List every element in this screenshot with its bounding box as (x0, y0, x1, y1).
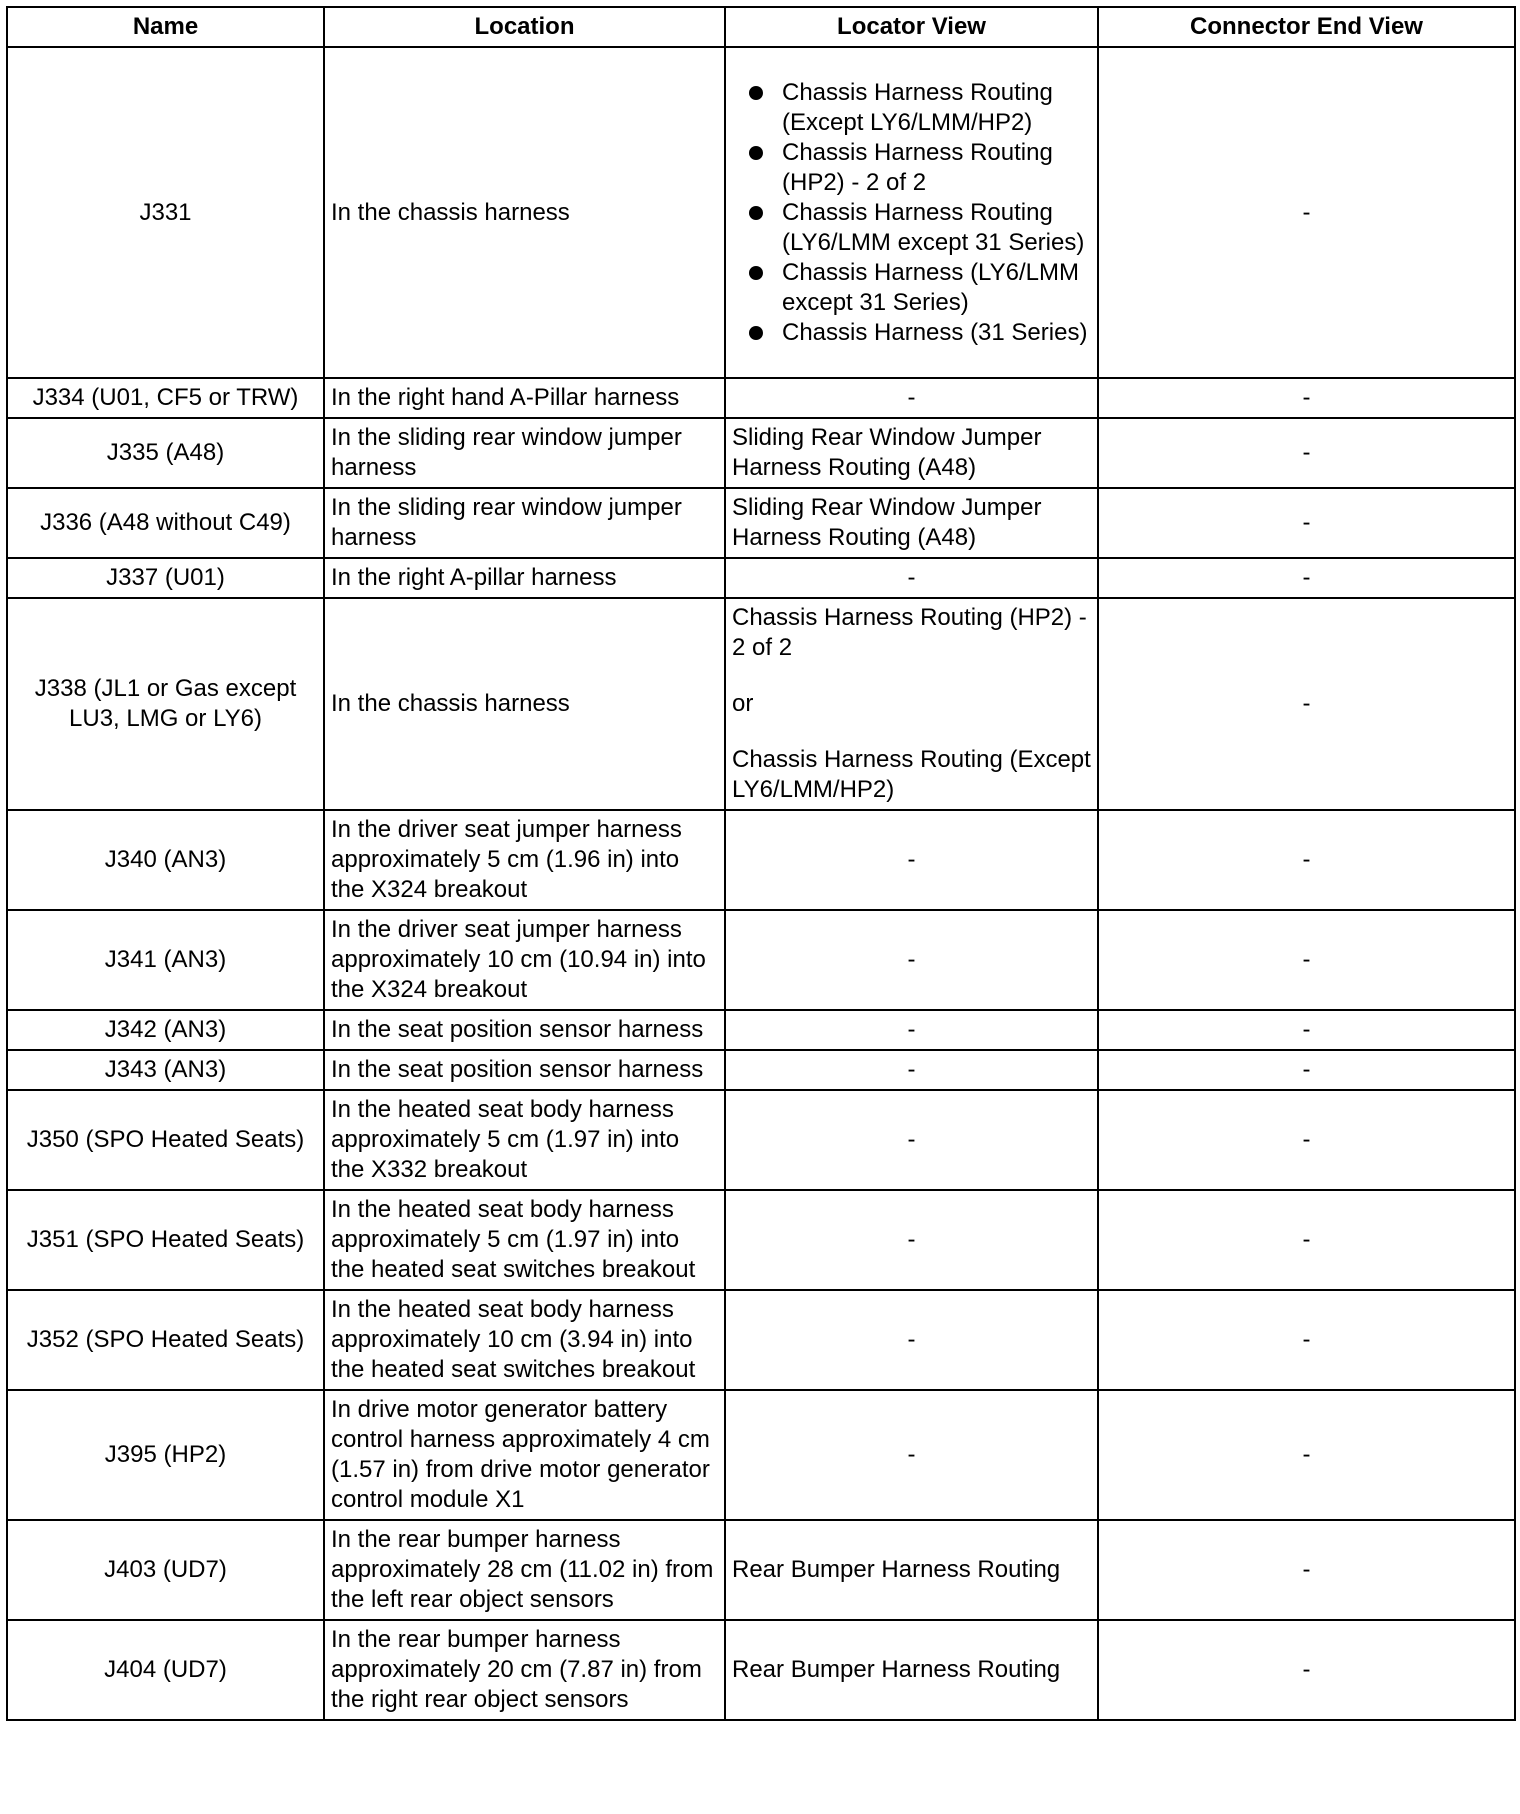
cell-connector-end-view: - (1098, 1050, 1515, 1090)
cell-connector-end-view: - (1098, 910, 1515, 1010)
table-row (7, 47, 1515, 378)
table-row (7, 910, 1515, 1010)
cell-connector-end-view: - (1098, 558, 1515, 598)
table-row (7, 378, 1515, 418)
locator-paragraph: or (732, 690, 754, 717)
cell-connector-end-view: - (1098, 378, 1515, 418)
locator-bullet-item: Chassis Harness Routing (HP2) - 2 of 2 (782, 138, 1091, 198)
cell-connector-end-view: - (1098, 1010, 1515, 1050)
cell-location: In the seat position sensor harness (324, 1010, 725, 1050)
cell-locator-view (725, 47, 1098, 378)
cell-name: J351 (SPO Heated Seats) (7, 1190, 324, 1290)
cell-connector-end-view: - (1098, 1290, 1515, 1390)
cell-locator-view: - (725, 1050, 1098, 1090)
locator-paragraph: Chassis Harness Routing (HP2) - 2 of 2 (732, 604, 1087, 661)
table-body (7, 47, 1515, 1720)
cell-location: In the heated seat body harness approximately 5 cm (1.97 in) into the heated seat switches breakout (324, 1190, 725, 1290)
table-row (7, 1290, 1515, 1390)
cell-locator-view: Rear Bumper Harness Routing (725, 1520, 1098, 1620)
table-row (7, 1620, 1515, 1720)
cell-locator-view: - (725, 1190, 1098, 1290)
cell-locator-view: - (725, 810, 1098, 910)
cell-name: J403 (UD7) (7, 1520, 324, 1620)
cell-connector-end-view: - (1098, 1390, 1515, 1520)
cell-locator-view (725, 598, 1098, 810)
cell-name: J340 (AN3) (7, 810, 324, 910)
cell-locator-view: - (725, 1090, 1098, 1190)
table-row (7, 1390, 1515, 1520)
table-row (7, 1010, 1515, 1050)
table-row (7, 488, 1515, 558)
cell-locator-view: - (725, 1290, 1098, 1390)
cell-location: In the seat position sensor harness (324, 1050, 725, 1090)
cell-name: J352 (SPO Heated Seats) (7, 1290, 324, 1390)
cell-locator-view: - (725, 910, 1098, 1010)
cell-connector-end-view: - (1098, 1190, 1515, 1290)
column-header-locator-view: Locator View (725, 7, 1098, 47)
table-row (7, 598, 1515, 810)
cell-name: J337 (U01) (7, 558, 324, 598)
cell-connector-end-view: - (1098, 1090, 1515, 1190)
locator-bullet-item: Chassis Harness (LY6/LMM except 31 Series) (782, 258, 1091, 318)
cell-location: In the chassis harness (324, 598, 725, 810)
locator-bullet-item: Chassis Harness Routing (LY6/LMM except 31 Series) (782, 198, 1091, 258)
cell-connector-end-view: - (1098, 47, 1515, 378)
cell-location: In the heated seat body harness approximately 5 cm (1.97 in) into the X332 breakout (324, 1090, 725, 1190)
cell-location: In the rear bumper harness approximately 28 cm (11.02 in) from the left rear object sensors (324, 1520, 725, 1620)
cell-location: In the driver seat jumper harness approximately 5 cm (1.96 in) into the X324 breakout (324, 810, 725, 910)
cell-location: In the chassis harness (324, 47, 725, 378)
cell-name: J338 (JL1 or Gas except LU3, LMG or LY6) (7, 598, 324, 810)
cell-name: J395 (HP2) (7, 1390, 324, 1520)
table-row (7, 558, 1515, 598)
column-header-location: Location (324, 7, 725, 47)
cell-name: J342 (AN3) (7, 1010, 324, 1050)
cell-location: In the right A-pillar harness (324, 558, 725, 598)
cell-location: In the driver seat jumper harness approximately 10 cm (10.94 in) into the X324 breakout (324, 910, 725, 1010)
cell-location: In drive motor generator battery control harness approximately 4 cm (1.57 in) from drive motor generator control module X1 (324, 1390, 725, 1520)
cell-connector-end-view: - (1098, 598, 1515, 810)
cell-location: In the sliding rear window jumper harness (324, 488, 725, 558)
connector-table (6, 6, 1516, 1721)
cell-name: J404 (UD7) (7, 1620, 324, 1720)
cell-locator-view: - (725, 1010, 1098, 1050)
table-row (7, 1190, 1515, 1290)
locator-bullet-list (732, 78, 1091, 348)
cell-connector-end-view: - (1098, 1520, 1515, 1620)
cell-connector-end-view: - (1098, 488, 1515, 558)
header-row (7, 7, 1515, 47)
cell-locator-view: - (725, 378, 1098, 418)
locator-bullet-item: Chassis Harness (31 Series) (782, 318, 1091, 348)
table-row (7, 810, 1515, 910)
cell-locator-view: - (725, 558, 1098, 598)
table-row (7, 1520, 1515, 1620)
cell-location: In the right hand A-Pillar harness (324, 378, 725, 418)
cell-locator-view: - (725, 1390, 1098, 1520)
locator-paragraph: Chassis Harness Routing (Except LY6/LMM/HP2) (732, 746, 1091, 803)
cell-name: J343 (AN3) (7, 1050, 324, 1090)
cell-name: J334 (U01, CF5 or TRW) (7, 378, 324, 418)
cell-name: J335 (A48) (7, 418, 324, 488)
table-row (7, 418, 1515, 488)
locator-bullet-item: Chassis Harness Routing (Except LY6/LMM/HP2) (782, 78, 1091, 138)
table-row (7, 1050, 1515, 1090)
cell-connector-end-view: - (1098, 418, 1515, 488)
cell-location: In the rear bumper harness approximately 20 cm (7.87 in) from the right rear object sensors (324, 1620, 725, 1720)
cell-name: J341 (AN3) (7, 910, 324, 1010)
cell-locator-view: Rear Bumper Harness Routing (725, 1620, 1098, 1720)
column-header-name: Name (7, 7, 324, 47)
cell-location: In the sliding rear window jumper harness (324, 418, 725, 488)
table-row (7, 1090, 1515, 1190)
cell-locator-view: Sliding Rear Window Jumper Harness Routing (A48) (725, 488, 1098, 558)
cell-connector-end-view: - (1098, 1620, 1515, 1720)
cell-location: In the heated seat body harness approximately 10 cm (3.94 in) into the heated seat switches breakout (324, 1290, 725, 1390)
cell-locator-view: Sliding Rear Window Jumper Harness Routing (A48) (725, 418, 1098, 488)
cell-name: J331 (7, 47, 324, 378)
cell-name: J350 (SPO Heated Seats) (7, 1090, 324, 1190)
cell-name: J336 (A48 without C49) (7, 488, 324, 558)
column-header-connector-end-view: Connector End View (1098, 7, 1515, 47)
cell-connector-end-view: - (1098, 810, 1515, 910)
